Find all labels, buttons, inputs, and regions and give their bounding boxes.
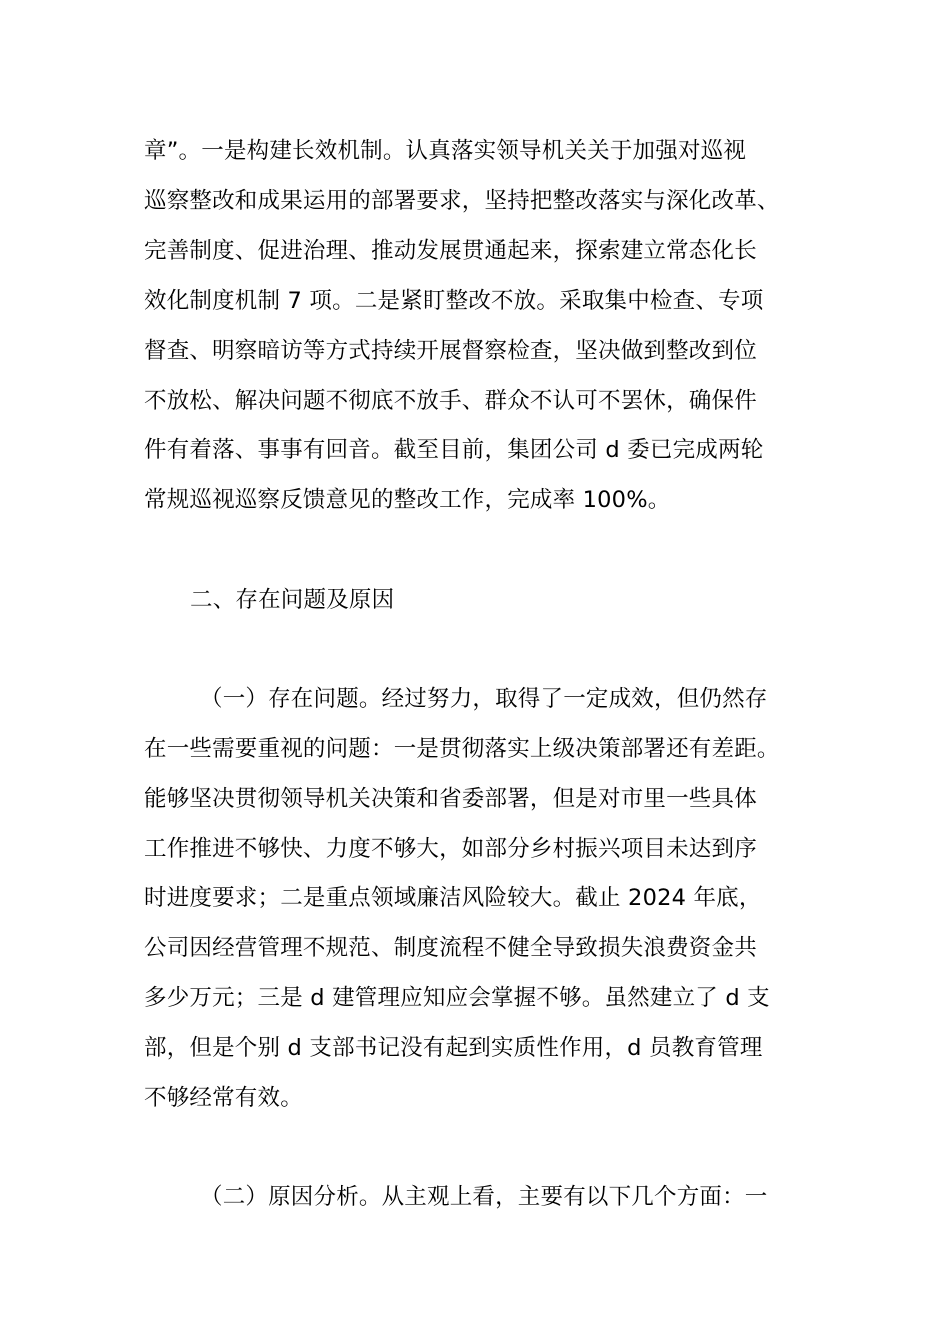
paragraph-line: 工作推进不够快、力度不够大，如部分乡村振兴项目未达到序 bbox=[144, 836, 757, 862]
paragraph-line: （二）原因分析。从主观上看，主要有以下几个方面：一 bbox=[200, 1184, 768, 1210]
paragraph-line: 时进度要求；二是重点领域廉洁风险较大。截止 2024 年底， bbox=[144, 885, 762, 911]
paragraph-line: 多少万元；三是 d 建管理应知应会掌握不够。虽然建立了 d 支 bbox=[144, 985, 770, 1011]
paragraph-line: （一）存在问题。经过努力，取得了一定成效，但仍然存 bbox=[200, 686, 768, 712]
paragraph-line: 督查、明察暗访等方式持续开展督察检查，坚决做到整改到位 bbox=[144, 338, 757, 364]
paragraph-line: 部，但是个别 d 支部书记没有起到实质性作用，d 员教育管理 bbox=[144, 1035, 763, 1061]
paragraph-line: 章”。一是构建长效机制。认真落实领导机关关于加强对巡视 bbox=[144, 138, 747, 164]
paragraph-line: 不够经常有效。 bbox=[144, 1085, 303, 1111]
paragraph-line: 公司因经营管理不规范、制度流程不健全导致损失浪费资金共 bbox=[144, 935, 757, 961]
paragraph-line: 在一些需要重视的问题：一是贯彻落实上级决策部署还有差距。 bbox=[144, 736, 780, 762]
paragraph-line: 效化制度机制 7 项。二是紧盯整改不放。采取集中检查、专项 bbox=[144, 288, 764, 314]
paragraph-line: 件有着落、事事有回音。截至目前，集团公司 d 委已完成两轮 bbox=[144, 437, 764, 463]
paragraph-line: 巡察整改和成果运用的部署要求，坚持把整改落实与深化改革、 bbox=[144, 188, 780, 214]
paragraph-line: 常规巡视巡察反馈意见的整改工作，完成率 100%。 bbox=[144, 487, 671, 513]
section-heading: 二、存在问题及原因 bbox=[190, 587, 395, 613]
paragraph-line: 能够坚决贯彻领导机关决策和省委部署，但是对市里一些具体 bbox=[144, 786, 757, 812]
paragraph-line: 不放松、解决问题不彻底不放手、群众不认可不罢休，确保件 bbox=[144, 388, 757, 414]
paragraph-line: 完善制度、促进治理、推动发展贯通起来，探索建立常态化长 bbox=[144, 238, 757, 264]
